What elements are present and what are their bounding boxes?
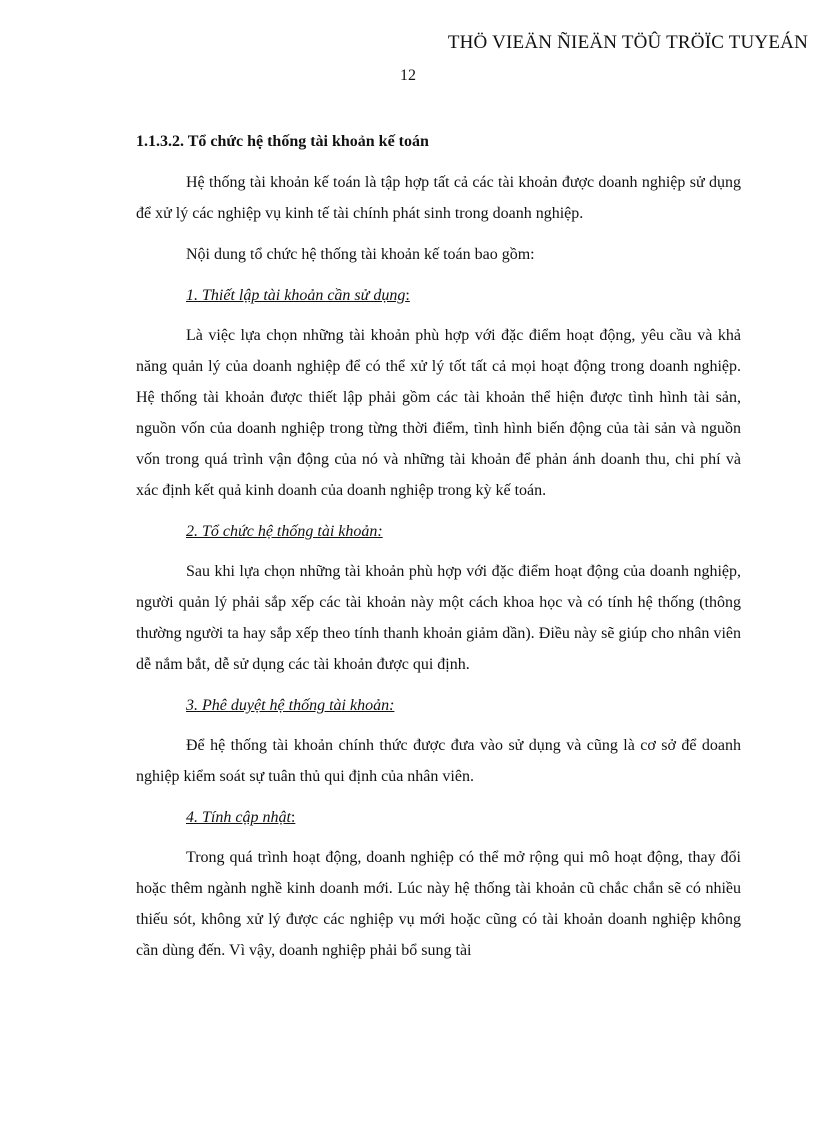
subheading-setup-accounts-title: 1. Thiết lập tài khoản cần sử dụng: [186, 287, 406, 304]
subheading-approve-system: [136, 690, 741, 721]
approve-system-paragraph: Để hệ thống tài khoản chính thức được đưa vào sử dụng và cũng là cơ sở để doanh nghiệp kiểm soát sự tuân thủ qui định của nhân viên.: [136, 737, 741, 785]
library-header: THÖ VIEÄN ÑIEÄN TÖÛ TRÖÏC TUYEÁN: [447, 32, 808, 53]
page-number: 12: [400, 67, 416, 84]
subheading-organize-system-title: 2. Tổ chức hệ thống tài khoản:: [186, 523, 383, 540]
setup-accounts-paragraph: Là việc lựa chọn những tài khoản phù hợp với đặc điểm hoạt động, yêu cầu và khả năng quản lý của doanh nghiệp để có thể xử lý tốt tất cả mọi hoạt động trong doanh nghiệp. Hệ thống tài khoản được thiết lập phải gồm các tài khoản thể hiện được tình hình tài sản, nguồn vốn của doanh nghiệp trong từng thời điểm, tình hình biến động của tài sản và nguồn vốn trong quá trình vận động của nó và những tài khoản để phản ánh doanh thu, chi phí và xác định kết quả kinh doanh của doanh nghiệp trong kỳ kế toán.: [136, 327, 741, 499]
subheading-setup-accounts: [136, 280, 741, 311]
subheading-organize-system: [136, 516, 741, 547]
document-content: [136, 126, 741, 976]
subheading-approve-system-title: 3. Phê duyệt hệ thống tài khoản:: [186, 697, 395, 714]
subheading-update-suffix: :: [290, 809, 296, 826]
section-heading: 1.1.3.2. Tổ chức hệ thống tài khoản kế toán: [136, 133, 429, 150]
subheading-update-title: 4. Tính cập nhật: [186, 809, 291, 826]
update-paragraph: Trong quá trình hoạt động, doanh nghiệp có thể mở rộng qui mô hoạt động, thay đổi hoặc thêm ngành nghề kinh doanh mới. Lúc này hệ thống tài khoản cũ chắc chắn sẽ có nhiều thiếu sót, không xử lý được các nghiệp vụ mới hoặc cũng có tài khoản doanh nghiệp không cần dùng đến. Vì vậy, doanh nghiệp phải bổ sung tài: [136, 849, 741, 959]
section-intro-paragraph: Hệ thống tài khoản kế toán là tập hợp tất cả các tài khoản được doanh nghiệp sử dụng để xử lý các nghiệp vụ kinh tế tài chính phát sinh trong doanh nghiệp.: [136, 174, 741, 222]
subheading-update: [136, 802, 741, 833]
organize-system-paragraph: Sau khi lựa chọn những tài khoản phù hợp với đặc điểm hoạt động của doanh nghiệp, người quản lý phải sắp xếp các tài khoản này một cách khoa học và có tính hệ thống (thông thường người ta hay sắp xếp theo tính thanh khoản giảm dần). Điều này sẽ giúp cho nhân viên dễ nắm bắt, dễ sử dụng các tài khoản được qui định.: [136, 563, 741, 673]
subheading-setup-accounts-suffix: :: [405, 287, 410, 304]
content-intro-paragraph: Nội dung tổ chức hệ thống tài khoản kế toán bao gồm:: [186, 246, 535, 263]
